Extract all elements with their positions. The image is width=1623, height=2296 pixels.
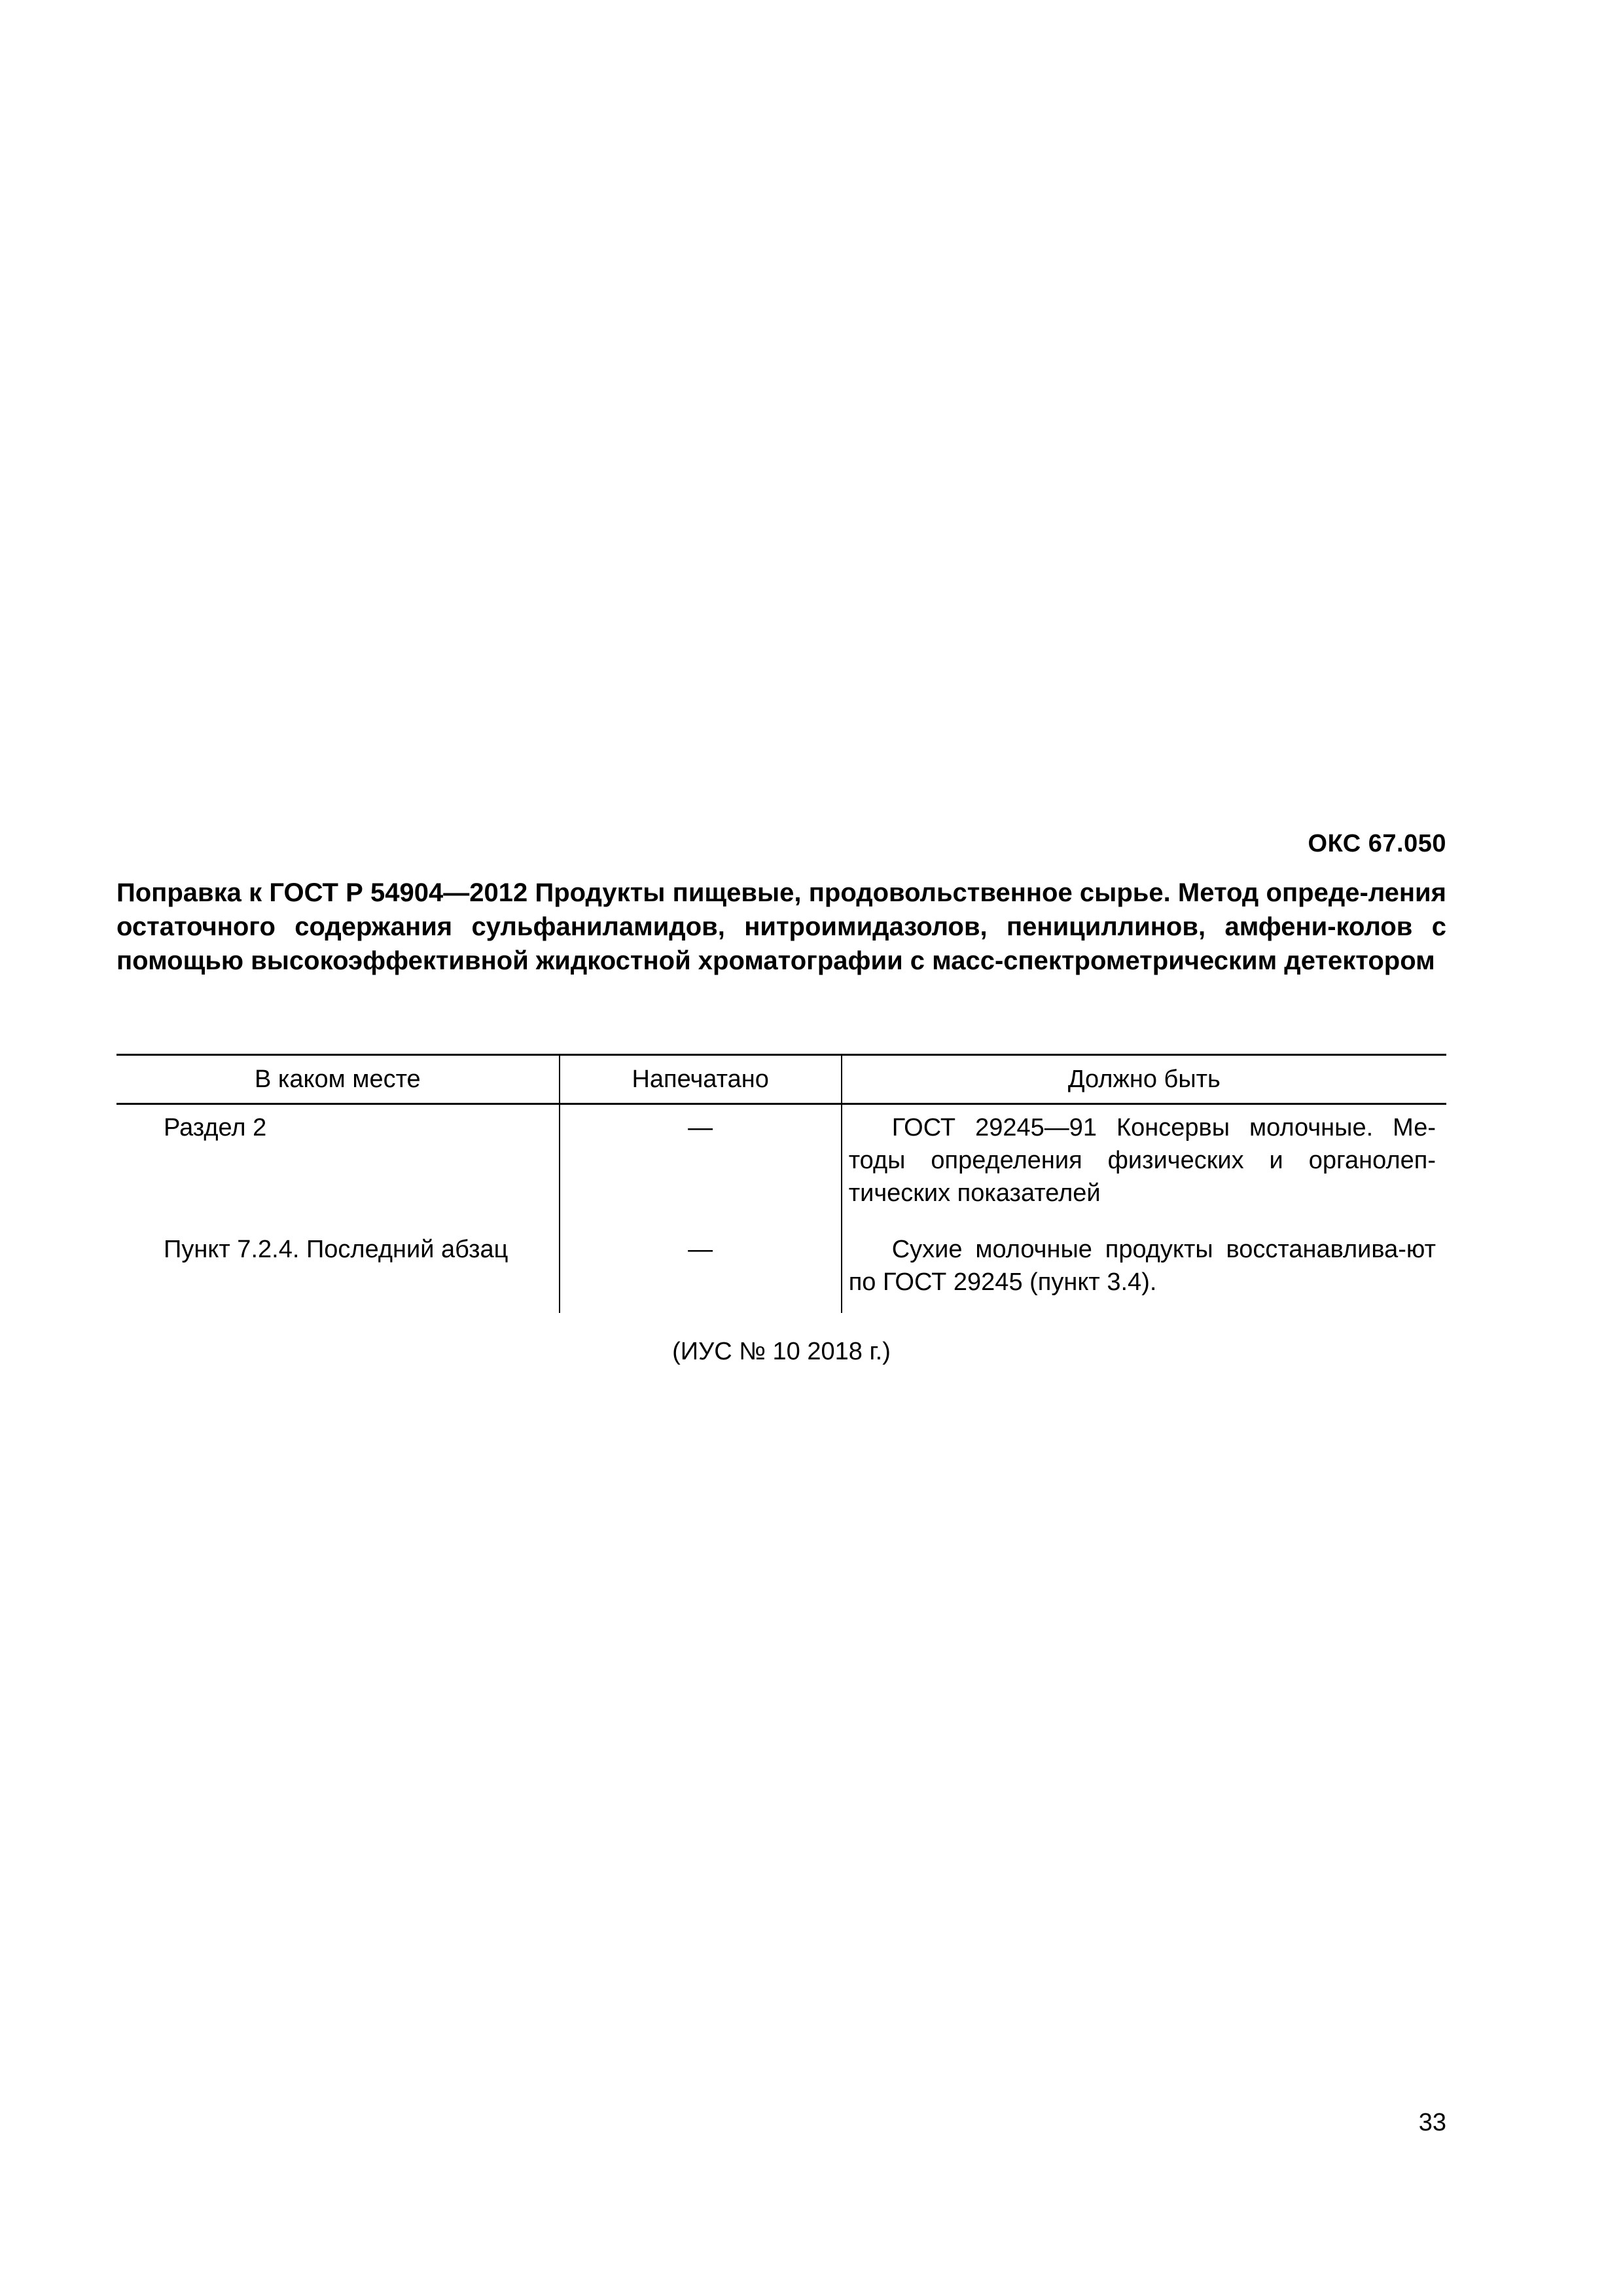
cell-location: Раздел 2 (164, 1114, 267, 1141)
header-printed: Напечатано (560, 1055, 842, 1104)
page-number: 33 (1418, 2109, 1446, 2136)
table-header-row (116, 1055, 1446, 1104)
amendment-table (116, 1054, 1446, 1313)
classification-code: ОКС 67.050 (1308, 830, 1446, 857)
cell-location: Пункт 7.2.4. Последний абзац (164, 1236, 508, 1263)
cell-printed: — (560, 1227, 842, 1313)
amendment-title: Поправка к ГОСТ Р 54904—2012 Продукты пищевые, продовольственное сырье. Метод опреде-ления остаточного содержания сульфаниламидов, нитроимидазолов, пенициллинов, амфени-колов с помощью высокоэффективной жидкостной хроматографии с масс-спектрометрическим детектором (116, 878, 1446, 975)
header-should-be: Должно быть (842, 1055, 1446, 1104)
cell-should-be: ГОСТ 29245—91 Консервы молочные. Ме-тоды определения физических и органолеп-тических показателей (842, 1104, 1446, 1227)
table-row (116, 1227, 1446, 1313)
source-reference: (ИУС № 10 2018 г.) (672, 1338, 891, 1365)
cell-printed: — (560, 1104, 842, 1227)
table-row (116, 1104, 1446, 1227)
cell-should-be: Сухие молочные продукты восстанавлива-ют по ГОСТ 29245 (пункт 3.4). (842, 1227, 1446, 1313)
header-location: В каком месте (116, 1055, 560, 1104)
